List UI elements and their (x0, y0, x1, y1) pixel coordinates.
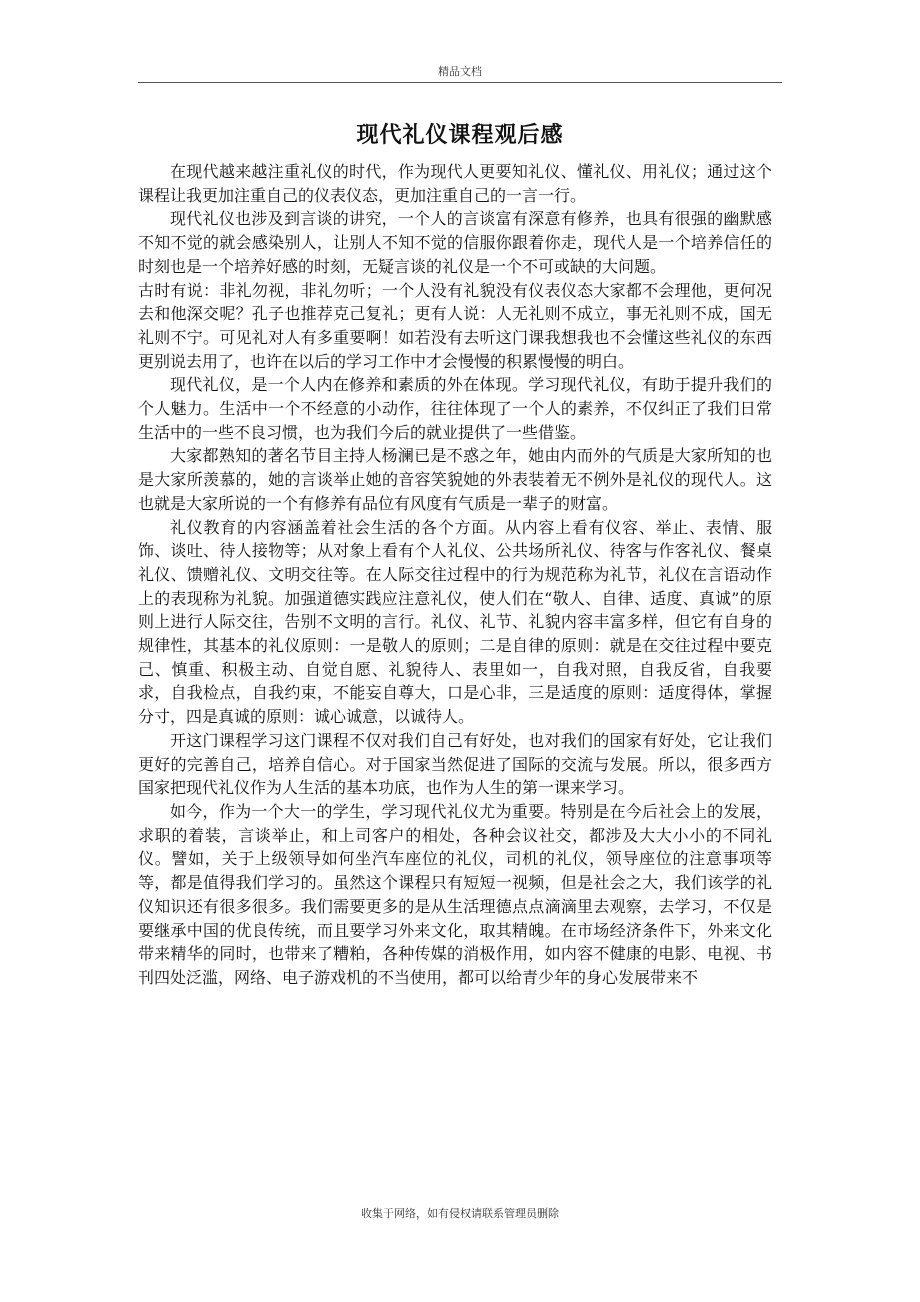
paragraph-2: 现代礼仪也涉及到言谈的讲究，一个人的言谈富有深意有修养，也具有很强的幽默感不知不觉的就会感染别人，让别人不知不觉的信服你跟着你走，现代人是一个培养信任的时刻也是一个培养好感的时刻，无疑言谈的礼仪是一个不可或缺的大问题。 (138, 209, 772, 276)
paragraph-1: 在现代越来越注重礼仪的时代，作为现代人更要知礼仪、懂礼仪、用礼仪；通过这个课程让我更加注重自己的仪表仪态，更加注重自己的一言一行。 (138, 162, 772, 205)
page-header: 精品文档 (438, 65, 482, 78)
document-body (138, 160, 772, 990)
paragraph-6: 礼仪教育的内容涵盖着社会生活的各个方面。从内容上看有仪容、举止、表情、服饰、谈吐、待人接物等；从对象上看有个人礼仪、公共场所礼仪、待客与作客礼仪、餐桌礼仪、馈赠礼仪、文明交往等。在人际交往过程中的行为规范称为礼节，礼仪在言语动作上的表现称为礼貌。加强道德实践应注意礼仪，使人们在“敬人、自律、适度、真诚”的原则上进行人际交往，告别不文明的言行。礼仪、礼节、礼貌内容丰富多样，但它有自身的规律性，其基本的礼仪原则：一是敬人的原则；二是自律的原则：就是在交往过程中要克己、慎重、积极主动、自觉自愿、礼貌待人、表里如一，自我对照，自我反省，自我要求，自我检点，自我约束，不能妄自尊大，口是心非，三是适度的原则：适度得体，掌握分寸，四是真诚的原则：诚心诚意，以诚待人。 (138, 517, 772, 727)
paragraph-5: 大家都熟知的著名节目主持人杨澜已是不惑之年，她由内而外的气质是大家所知的也是大家所羡慕的，她的言谈举止她的音容笑貌她的外表装着无不例外是礼仪的现代人。这也就是大家所说的一个有修养有品位有风度有气质是一辈子的财富。 (138, 446, 772, 513)
paragraph-7: 开这门课程学习这门课程不仅对我们自己有好处，也对我们的国家有好处，它让我们更好的完善自己，培养自信心。对于国家当然促进了国际的交流与发展。所以，很多西方国家把现代礼仪作为人生活的基本功底，也作为人生的第一课来学习。 (138, 730, 772, 798)
header-divider (138, 82, 782, 83)
document-title: 现代礼仪课程观后感 (356, 122, 564, 148)
paragraph-3: 古时有说：非礼勿视，非礼勿听；一个人没有礼貌没有仪表仪态大家都不会理他，更何况去和他深交呢？孔子也推荐克己复礼；更有人说：人无礼则不成立，事无礼则不成，国无礼则不宁。可见礼对人有多重要啊！如若没有去听这门课我想我也不会懂这些礼仪的东西更别说去用了，也许在以后的学习工作中才会慢慢的积累慢慢的明白。 (138, 280, 772, 371)
page-footer: 收集于网络，如有侵权请联系管理员删除 (361, 1207, 559, 1220)
paragraph-4: 现代礼仪，是一个人内在修养和素质的外在体现。学习现代礼仪，有助于提升我们的个人魅力。生活中一个不经意的小动作，往往体现了一个人的素养，不仅纠正了我们日常生活中的一些不良习惯，也为我们今后的就业提供了一些借鉴。 (138, 375, 772, 442)
paragraph-8: 如今，作为一个大一的学生，学习现代礼仪尤为重要。特别是在今后社会上的发展，求职的着装，言谈举止，和上司客户的相处，各种会议社交，都涉及大大小小的不同礼仪。譬如，关于上级领导如何坐汽车座位的礼仪，司机的礼仪，领导座位的注意事项等等，都是值得我们学习的。虽然这个课程只有短短一视频，但是社会之大，我们该学的礼仪知识还有很多很多。我们需要更多的是从生活理德点点滴滴里去观察，去学习，不仅是要继承中国的优良传统，而且要学习外来文化，取其精魄。在市场经济条件下，外来文化带来精华的同时，也带来了糟粕，各种传媒的消极作用，如内容不健康的电影、电视、书刊四处泛滥，网络、电子游戏机的不当使用，都可以给青少年的身心发展带来不 (138, 801, 772, 987)
